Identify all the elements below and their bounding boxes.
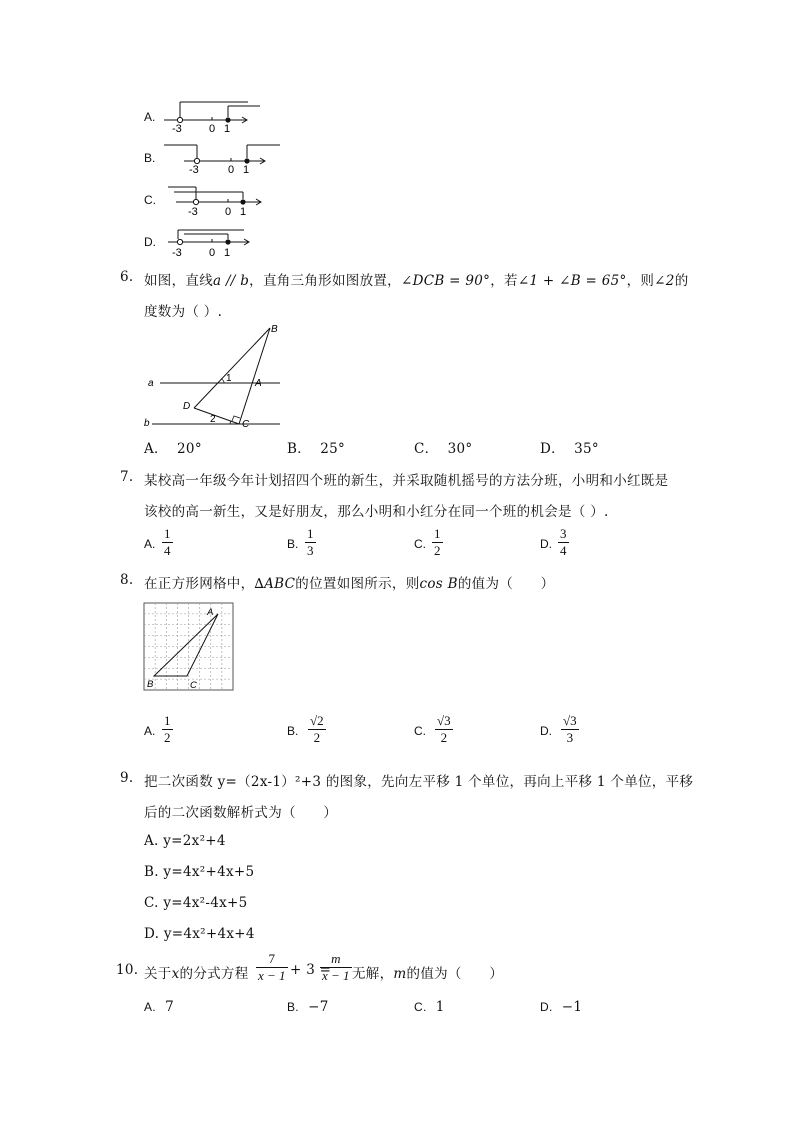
q10-option-c: C. 1 — [414, 999, 445, 1015]
q8-option-b-fraction: √2 2 — [310, 713, 324, 745]
q7-option-c-fraction: 1 2 — [434, 526, 441, 558]
q6-point-d: D — [183, 401, 191, 412]
q8-point-a: A — [207, 607, 214, 618]
q6-number: 6. — [120, 269, 134, 285]
q8-point-b: B — [147, 679, 154, 690]
q5-a-tick-neg3: -3 — [172, 123, 182, 134]
q10-option-d: D. −1 — [540, 999, 583, 1015]
q8-number: 8. — [120, 572, 134, 588]
q10-option-a: A. 7 — [144, 999, 175, 1015]
q5-option-c-number-line — [160, 181, 270, 217]
q10-fraction-left: 7 x − 1 — [258, 951, 286, 983]
q6-point-b: B — [271, 324, 278, 335]
q6-text-line1: 如图，直线a // b，直角三角形如图放置，∠DCB = 90°，若∠1 + ∠B = 65°，则∠2的 — [144, 273, 689, 289]
q6-angle-2: 2 — [210, 414, 216, 425]
q8-point-c: C — [190, 680, 197, 691]
q5-c-tick-neg3: -3 — [188, 206, 198, 217]
q5-option-a-number-line — [160, 98, 260, 134]
q6-text-line2: 度数为（ ）. — [144, 304, 223, 320]
q5-d-tick-neg3: -3 — [172, 247, 182, 259]
q5-d-tick-0: 0 — [209, 247, 216, 259]
q7-number: 7. — [120, 469, 134, 485]
q5-a-tick-0: 0 — [209, 123, 216, 134]
q8-option-b-label: B. — [287, 724, 299, 738]
q5-option-b-label: B. — [144, 151, 156, 165]
q10-fraction-right: m x − 1 — [322, 951, 350, 983]
q5-option-d-number-line — [160, 224, 260, 260]
q8-option-d-fraction: √3 3 — [563, 713, 577, 745]
q8-option-a-fraction: 1 2 — [164, 713, 171, 745]
q10-text-a: 关于x的分式方程 — [144, 966, 249, 982]
q7-option-d-fraction: 3 4 — [560, 526, 567, 558]
q9-option-b: B. y=4x²+4x+5 — [144, 864, 255, 880]
q9-option-a: A. y=2x²+4 — [144, 833, 226, 849]
q5-option-c-label: C. — [144, 193, 156, 207]
q6-option-d: D． 35° — [540, 441, 599, 457]
q6-line-a: a — [148, 378, 154, 389]
q9-text-line1: 把二次函数 y=（2x-1）²+3 的图象，先向左平移 1 个单位，再向上平移 1 个单位，平移 — [144, 774, 694, 790]
q9-option-c: C. y=4x²-4x+5 — [144, 895, 248, 911]
q7-option-a-label: A. — [144, 537, 156, 551]
q8-option-c-fraction: √3 2 — [437, 713, 451, 745]
q6-point-c: C — [242, 419, 250, 430]
q6-angle-1: 1 — [226, 373, 232, 384]
q8-option-d-label: D. — [540, 724, 552, 738]
q7-option-a-fraction: 1 4 — [164, 526, 171, 558]
q9-number: 9. — [120, 770, 134, 786]
q10-text-b: 无解，m的值为（ ） — [352, 966, 504, 982]
q5-b-tick-0: 0 — [228, 164, 235, 175]
q7-text-line1: 某校高一年级今年计划招四个班的新生，并采取随机摇号的方法分班，小明和小红既是 — [144, 473, 669, 489]
q6-option-a: A． 20° — [144, 441, 202, 457]
q5-d-tick-1: 1 — [224, 247, 231, 259]
q5-c-tick-1: 1 — [240, 206, 247, 217]
q7-option-b-label: B. — [287, 537, 299, 551]
q7-text-line2: 该校的高一新生，又是好朋友，那么小明和小红分在同一个班的机会是（ ）. — [144, 504, 609, 520]
q5-b-tick-neg3: -3 — [189, 164, 199, 175]
q5-b-tick-1: 1 — [243, 164, 250, 175]
q7-option-c-label: C. — [414, 537, 426, 551]
q9-text-line2: 后的二次函数解析式为（ ） — [144, 805, 338, 821]
q6-figure — [140, 320, 290, 432]
q8-option-a-label: A. — [144, 724, 156, 738]
q10-number: 10. — [116, 962, 139, 978]
q7-option-d-label: D. — [540, 537, 552, 551]
q5-option-b-number-line — [160, 139, 285, 175]
q7-option-b-fraction: 1 3 — [307, 526, 314, 558]
q6-point-a: A — [255, 378, 262, 389]
q10-option-b: B. −7 — [287, 999, 329, 1015]
q5-a-tick-1: 1 — [224, 123, 231, 134]
q6-option-c: C． 30° — [414, 441, 473, 457]
q9-option-d: D. y=4x²+4x+4 — [144, 926, 255, 942]
q6-line-b: b — [144, 418, 150, 429]
q5-option-a-label: A. — [144, 110, 156, 124]
q8-grid-figure — [143, 602, 235, 692]
q5-option-d-label: D. — [144, 235, 156, 249]
q6-option-b: B． 25° — [287, 441, 346, 457]
q8-text: 在正方形网格中，∆ABC的位置如图所示，则cos B的值为（ ） — [144, 576, 555, 592]
q8-option-c-label: C. — [414, 724, 426, 738]
q5-c-tick-0: 0 — [225, 206, 232, 217]
q10-plus-3: + 3 = — [290, 962, 332, 978]
